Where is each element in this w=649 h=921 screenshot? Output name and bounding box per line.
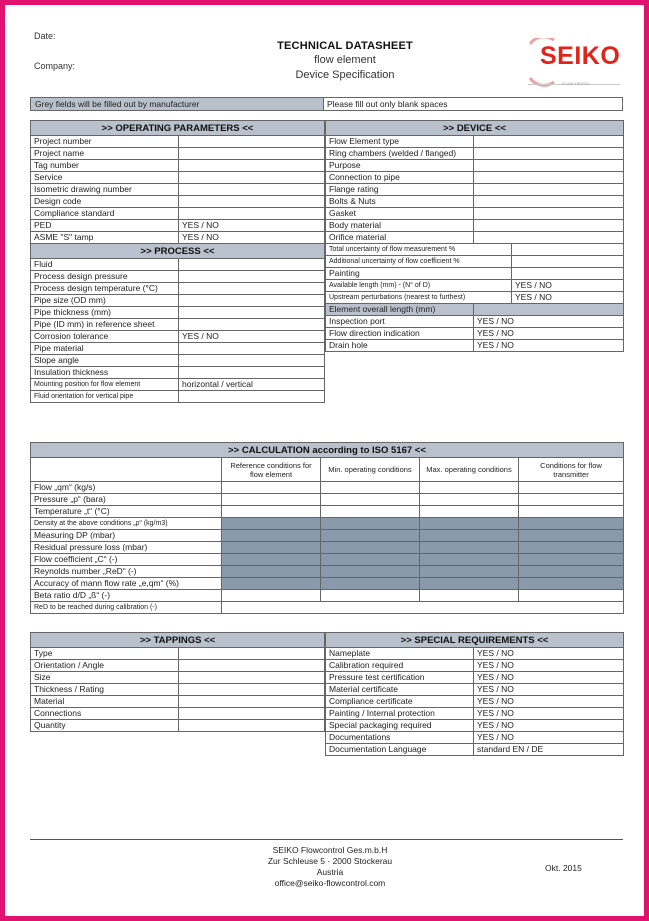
field-label: Project name — [31, 148, 179, 160]
calc-cell — [519, 530, 624, 542]
form-row — [326, 732, 624, 744]
field-value[interactable] — [512, 244, 624, 256]
form-row — [31, 307, 325, 319]
document-subtitle: flow element — [314, 54, 376, 66]
field-label: Additional uncertainty of flow coefficient % — [326, 256, 512, 268]
field-label: Documentations — [326, 732, 474, 744]
calc-column-header: Conditions for flow transmitter — [519, 458, 624, 482]
form-row — [326, 172, 624, 184]
field-value[interactable] — [512, 256, 624, 268]
form-row — [31, 220, 325, 232]
form-row — [31, 367, 325, 379]
calc-cell — [321, 578, 420, 590]
calc-row — [31, 518, 624, 530]
field-value[interactable]: YES / NO — [474, 648, 624, 660]
footer-company: SEIKO Flowcontrol Ges.m.b.H — [272, 845, 388, 855]
form-row — [326, 232, 624, 244]
special-requirements-title: >> SPECIAL REQUIREMENTS << — [326, 633, 624, 648]
field-label: Orientation / Angle — [31, 660, 179, 672]
field-value[interactable] — [179, 355, 325, 367]
field-value[interactable]: YES / NO — [474, 720, 624, 732]
calc-cell[interactable] — [519, 506, 624, 518]
calc-cell — [420, 554, 519, 566]
field-value[interactable] — [179, 319, 325, 331]
form-row — [31, 343, 325, 355]
field-label: Painting / Internal protection — [326, 708, 474, 720]
form-row — [326, 708, 624, 720]
calc-cell — [222, 518, 321, 530]
field-value[interactable]: horizontal / vertical — [179, 379, 325, 391]
field-value[interactable]: YES / NO — [474, 316, 624, 328]
document-title: TECHNICAL DATASHEET — [277, 40, 413, 52]
field-value[interactable]: YES / NO — [474, 340, 624, 352]
calc-row — [31, 566, 624, 578]
field-value[interactable] — [179, 259, 325, 271]
device-header-row — [326, 121, 624, 136]
field-value[interactable] — [474, 136, 624, 148]
field-value[interactable] — [179, 148, 325, 160]
calc-cell[interactable] — [420, 506, 519, 518]
field-label: Special packaging required — [326, 720, 474, 732]
field-label: ASME "S" tamp — [31, 232, 179, 244]
calc-cell — [321, 530, 420, 542]
seiko-logo — [526, 38, 622, 96]
calc-row-label: Flow „qm“ (kg/s) — [31, 482, 222, 494]
calc-row — [31, 506, 624, 518]
field-label: Fluid orientation for vertical pipe — [31, 391, 179, 403]
form-row — [31, 259, 325, 271]
form-row — [31, 672, 325, 684]
form-row — [326, 220, 624, 232]
calc-column-header: Reference conditions for flow element — [222, 458, 321, 482]
operating-parameters-header-row — [31, 121, 325, 136]
field-label: Connections — [31, 708, 179, 720]
calc-cell[interactable] — [420, 494, 519, 506]
field-value[interactable]: YES / NO — [512, 292, 624, 304]
field-value[interactable] — [179, 391, 325, 403]
calc-cell — [321, 518, 420, 530]
form-row — [31, 283, 325, 295]
field-label: Documentation Language — [326, 744, 474, 756]
calc-cell — [420, 542, 519, 554]
calc-row-label: Accuracy of mann flow rate „e,qm“ (%) — [31, 578, 222, 590]
calc-row-label: Pressure „p“ (bara) — [31, 494, 222, 506]
logo-wordmark: SEIKO — [540, 42, 621, 70]
field-value[interactable]: standard EN / DE — [474, 744, 624, 756]
device-title: >> DEVICE << — [326, 121, 624, 136]
form-row — [31, 684, 325, 696]
datasheet-page — [5, 5, 644, 916]
company-label: Company: — [34, 61, 76, 71]
form-row — [31, 379, 325, 391]
form-row — [326, 660, 624, 672]
calc-column-header-row — [31, 458, 624, 482]
form-row — [31, 148, 325, 160]
calc-corner-cell — [31, 458, 222, 482]
field-value[interactable]: YES / NO — [474, 684, 624, 696]
field-label: Ring chambers (welded / flanged) — [326, 148, 474, 160]
field-label: Gasket — [326, 208, 474, 220]
calculation-title: >> CALCULATION according to ISO 5167 << — [31, 443, 624, 458]
title-block — [205, 40, 485, 81]
calc-cell[interactable] — [222, 506, 321, 518]
form-row — [326, 256, 624, 268]
field-label: Element overall length (mm) — [326, 304, 474, 316]
form-row — [326, 684, 624, 696]
calc-row — [31, 494, 624, 506]
calc-cell — [420, 566, 519, 578]
field-label: Process design pressure — [31, 271, 179, 283]
calc-cell — [222, 542, 321, 554]
field-value[interactable]: YES / NO — [179, 220, 325, 232]
calc-cell — [519, 542, 624, 554]
calc-row-label: Flow coefficient „C“ (-) — [31, 554, 222, 566]
form-row — [326, 184, 624, 196]
calc-cell — [519, 566, 624, 578]
form-row — [326, 268, 624, 280]
form-row — [326, 328, 624, 340]
calc-row — [31, 530, 624, 542]
field-label: Quantity — [31, 720, 179, 732]
footer-street: Zur Schleuse 5 · 2000 Stockerau — [267, 856, 393, 866]
field-value[interactable] — [179, 295, 325, 307]
field-label: Compliance standard — [31, 208, 179, 220]
field-label: PED — [31, 220, 179, 232]
form-row — [31, 172, 325, 184]
field-label: Available length (mm) - (N° of D) — [326, 280, 512, 292]
calculation-header-row — [31, 443, 624, 458]
field-label: Bolts & Nuts — [326, 196, 474, 208]
field-value[interactable]: YES / NO — [474, 732, 624, 744]
field-label: Mounting position for flow element — [31, 379, 179, 391]
form-row — [31, 196, 325, 208]
calc-cell[interactable] — [222, 482, 321, 494]
field-value[interactable] — [179, 208, 325, 220]
calc-column-header: Max. operating conditions — [420, 458, 519, 482]
field-label: Inspection port — [326, 316, 474, 328]
field-value[interactable] — [179, 307, 325, 319]
calc-cell[interactable] — [222, 602, 624, 614]
form-row — [31, 708, 325, 720]
form-row — [326, 280, 624, 292]
operating-parameters-title: >> OPERATING PARAMETERS << — [31, 121, 325, 136]
field-label: Painting — [326, 268, 512, 280]
calc-row-label: Reynolds number „ReD“ (-) — [31, 566, 222, 578]
form-row — [31, 391, 325, 403]
calc-row-label: Measuring DP (mbar) — [31, 530, 222, 542]
field-value[interactable] — [474, 208, 624, 220]
footer-divider — [30, 839, 623, 840]
field-value[interactable] — [179, 172, 325, 184]
field-label: Total uncertainty of flow measurement % — [326, 244, 512, 256]
field-label: Flange rating — [326, 184, 474, 196]
form-row — [31, 331, 325, 343]
tappings-header-row — [31, 633, 325, 648]
field-label: Isometric drawing number — [31, 184, 179, 196]
calc-cell[interactable] — [321, 494, 420, 506]
calc-cell — [321, 542, 420, 554]
field-value[interactable] — [474, 304, 624, 316]
blank-spaces-note: Please fill out only blank spaces — [324, 97, 623, 111]
calc-cell — [420, 578, 519, 590]
field-value[interactable] — [179, 672, 325, 684]
footer-address — [205, 845, 455, 889]
form-row — [326, 672, 624, 684]
form-row — [326, 292, 624, 304]
field-label: Pipe (ID mm) in reference sheet — [31, 319, 179, 331]
field-label: Upstream perturbations (nearest to furthest) — [326, 292, 512, 304]
form-row — [326, 744, 624, 756]
field-label: Design code — [31, 196, 179, 208]
calc-cell[interactable] — [321, 506, 420, 518]
field-value[interactable]: YES / NO — [474, 660, 624, 672]
calc-cell — [519, 518, 624, 530]
calc-cell — [321, 554, 420, 566]
form-row — [326, 304, 624, 316]
calc-row — [31, 554, 624, 566]
field-label: Corrosion tolerance — [31, 331, 179, 343]
date-label: Date: — [34, 31, 56, 41]
field-label: Flow Element type — [326, 136, 474, 148]
form-row — [31, 720, 325, 732]
field-value[interactable] — [179, 367, 325, 379]
form-row — [326, 208, 624, 220]
field-label: Type — [31, 648, 179, 660]
calc-cell[interactable] — [420, 590, 519, 602]
calc-row — [31, 590, 624, 602]
form-row — [31, 696, 325, 708]
grey-fields-note: Grey fields will be filled out by manufacturer — [30, 97, 324, 111]
field-label: Drain hole — [326, 340, 474, 352]
calc-cell — [222, 530, 321, 542]
form-row — [326, 136, 624, 148]
form-row — [31, 184, 325, 196]
field-value[interactable] — [179, 271, 325, 283]
field-value[interactable] — [179, 160, 325, 172]
tappings-table — [30, 632, 325, 732]
calc-column-header: Min. operating conditions — [321, 458, 420, 482]
form-row — [326, 148, 624, 160]
field-label: Flow direction indication — [326, 328, 474, 340]
field-value[interactable] — [179, 696, 325, 708]
field-value[interactable] — [179, 136, 325, 148]
form-row — [31, 232, 325, 244]
field-value[interactable] — [474, 220, 624, 232]
form-row — [326, 696, 624, 708]
special-requirements-table — [325, 632, 624, 756]
calc-cell[interactable] — [321, 590, 420, 602]
calc-row — [31, 482, 624, 494]
calc-row-label: ReD to be reached during calibration (-) — [31, 602, 222, 614]
calc-row-label: Beta ratio d/D „ß“ (-) — [31, 590, 222, 602]
field-label: Material — [31, 696, 179, 708]
tappings-title: >> TAPPINGS << — [31, 633, 325, 648]
field-value[interactable] — [179, 196, 325, 208]
field-label: Size — [31, 672, 179, 684]
form-row — [326, 196, 624, 208]
form-row — [326, 720, 624, 732]
form-row — [326, 160, 624, 172]
field-value[interactable]: YES / NO — [474, 672, 624, 684]
field-label: Project number — [31, 136, 179, 148]
footer-email[interactable]: office@seiko-flowcontrol.com — [274, 878, 386, 888]
calc-cell[interactable] — [519, 482, 624, 494]
field-label: Compliance certificate — [326, 696, 474, 708]
form-row — [326, 340, 624, 352]
field-label: Calibration required — [326, 660, 474, 672]
calc-row — [31, 578, 624, 590]
operating-process-table — [30, 120, 325, 403]
form-row — [326, 244, 624, 256]
fill-instructions — [30, 97, 623, 111]
field-value[interactable] — [474, 160, 624, 172]
calc-cell — [222, 578, 321, 590]
field-label: Nameplate — [326, 648, 474, 660]
device-table — [325, 120, 624, 352]
field-value[interactable] — [474, 172, 624, 184]
field-label: Connection to pipe — [326, 172, 474, 184]
form-row — [31, 660, 325, 672]
calc-cell[interactable] — [519, 494, 624, 506]
field-label: Service — [31, 172, 179, 184]
logo-tagline: FLOWCONTROL — [562, 82, 590, 86]
field-label: Material certificate — [326, 684, 474, 696]
field-label: Slope angle — [31, 355, 179, 367]
calc-cell[interactable] — [519, 590, 624, 602]
field-value[interactable] — [179, 343, 325, 355]
form-row — [326, 648, 624, 660]
calc-cell — [519, 578, 624, 590]
field-label: Pipe material — [31, 343, 179, 355]
calc-row — [31, 542, 624, 554]
field-label: Body material — [326, 220, 474, 232]
field-value[interactable] — [179, 708, 325, 720]
field-value[interactable]: YES / NO — [474, 708, 624, 720]
field-label: Pipe size (OD mm) — [31, 295, 179, 307]
calc-row-label: Density at the above conditions „ρ“ (kg/m3) — [31, 518, 222, 530]
calc-cell — [222, 554, 321, 566]
field-value[interactable]: YES / NO — [474, 328, 624, 340]
field-label: Process design temperature (°C) — [31, 283, 179, 295]
calc-cell — [519, 554, 624, 566]
field-value[interactable] — [179, 684, 325, 696]
calc-row-label: Temperature „t“ (°C) — [31, 506, 222, 518]
footer-date: Okt. 2015 — [545, 863, 582, 873]
form-row — [31, 271, 325, 283]
field-value[interactable] — [474, 232, 624, 244]
field-value[interactable] — [179, 648, 325, 660]
field-value[interactable]: YES / NO — [179, 232, 325, 244]
calc-cell — [420, 518, 519, 530]
field-label: Orifice material — [326, 232, 474, 244]
calc-cell[interactable] — [222, 590, 321, 602]
form-row — [31, 648, 325, 660]
calc-cell — [222, 566, 321, 578]
calc-cell — [420, 530, 519, 542]
field-label: Fluid — [31, 259, 179, 271]
calc-row-label: Residual pressure loss (mbar) — [31, 542, 222, 554]
field-value[interactable] — [179, 184, 325, 196]
form-row — [31, 319, 325, 331]
calc-cell — [321, 566, 420, 578]
field-value[interactable] — [474, 184, 624, 196]
field-label: Pipe thickness (mm) — [31, 307, 179, 319]
field-label: Insulation thickness — [31, 367, 179, 379]
field-value[interactable]: YES / NO — [474, 696, 624, 708]
form-row — [31, 160, 325, 172]
field-value[interactable] — [179, 283, 325, 295]
form-row — [31, 295, 325, 307]
form-row — [31, 136, 325, 148]
field-value[interactable]: YES / NO — [179, 331, 325, 343]
field-value[interactable] — [179, 720, 325, 732]
document-subtitle-2: Device Specification — [295, 69, 395, 81]
calc-cell[interactable] — [321, 482, 420, 494]
calc-cell[interactable] — [222, 494, 321, 506]
field-value[interactable] — [179, 660, 325, 672]
field-label: Pressure test certification — [326, 672, 474, 684]
special-requirements-header-row — [326, 633, 624, 648]
process-header-row — [31, 244, 325, 259]
field-value[interactable] — [474, 148, 624, 160]
form-row — [326, 316, 624, 328]
form-row — [31, 355, 325, 367]
field-value[interactable]: YES / NO — [512, 280, 624, 292]
field-value[interactable] — [474, 196, 624, 208]
field-label: Tag number — [31, 160, 179, 172]
calc-row — [31, 602, 624, 614]
footer-country: Austria — [316, 867, 344, 877]
field-value[interactable] — [512, 268, 624, 280]
field-label: Purpose — [326, 160, 474, 172]
field-label: Thickness / Rating — [31, 684, 179, 696]
calculation-table — [30, 442, 624, 614]
process-title: >> PROCESS << — [31, 244, 325, 259]
calc-cell[interactable] — [420, 482, 519, 494]
form-row — [31, 208, 325, 220]
